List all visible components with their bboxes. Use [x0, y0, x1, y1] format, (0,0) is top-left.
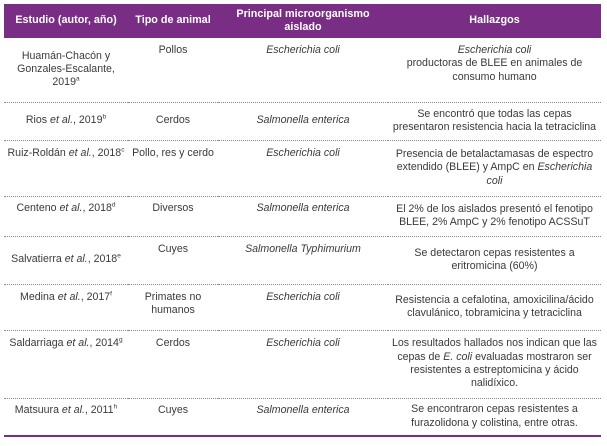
study-cell: Saldarriaga et al., 2014$^g$ [4, 330, 128, 398]
animal-cell: Pollo, res y cerdo [128, 140, 218, 196]
findings-cell: Se detectaron cepas resistentes a eritromicina (60%) [388, 236, 601, 284]
header-study: Estudio (autor, año) [4, 4, 128, 38]
animal-cell: Cuyes [128, 236, 218, 284]
findings-cell: Se encontraron cepas resistentes a furazolidona y colistina, entre otras. [388, 398, 601, 436]
findings-cell: El 2% de los aislados presentó el fenotipo BLEE, 2% AmpC y 2% fenotipo ACSSuT [388, 196, 601, 236]
findings-cell: Se encontró que todas las cepas presentaron resistencia hacia la tetraciclina [388, 102, 601, 140]
findings-cell: Resistencia a cefalotina, amoxicilina/ácido clavulánico, tobramicina y tetraciclina [388, 284, 601, 330]
header-findings: Hallazgos [388, 4, 601, 38]
animal-cell: Primates no humanos [128, 284, 218, 330]
study-cell: Rios et al., 2019$^b$ [4, 102, 128, 140]
table-row [4, 102, 601, 140]
organism-cell: Salmonella Typhimurium [218, 236, 388, 284]
findings-cell: Escherichia coli productoras de BLEE en animales de consumo humano [388, 38, 601, 102]
organism-cell: Salmonella enterica [218, 102, 388, 140]
header-animal: Tipo de animal [128, 4, 218, 38]
findings-cell: Presencia de betalactamasas de espectro extendido (BLEE) y AmpC en Escherichia coli [388, 140, 601, 196]
table-row [4, 38, 601, 102]
organism-cell: Escherichia coli [218, 38, 388, 102]
study-cell: Huamán-Chacón y Gonzales-Escalante, 2019$^a$ [4, 38, 128, 102]
study-cell: Salvatierra et al., 2018e [4, 236, 128, 284]
studies-table [4, 4, 601, 437]
table-row [4, 140, 601, 196]
animal-cell: Pollos [128, 38, 218, 102]
study-cell: Centeno et al., 2018$^d$ [4, 196, 128, 236]
findings-cell: Los resultados hallados nos indican que las cepas de E. coli evaluadas mostraron ser resistentes a estreptomicina y ácido nalidíxico. [388, 330, 601, 398]
animal-cell: Cuyes [128, 398, 218, 436]
study-cell: Matsuura et al., 2011$^h$ [4, 398, 128, 436]
table-row [4, 284, 601, 330]
study-cell: Ruiz-Roldán et al., 2018$^c$ [4, 140, 128, 196]
organism-cell: Escherichia coli [218, 330, 388, 398]
organism-cell: Escherichia coli [218, 140, 388, 196]
table-header-row [4, 4, 601, 38]
animal-cell: Diversos [128, 196, 218, 236]
organism-cell: Salmonella enterica [218, 398, 388, 436]
table-row [4, 196, 601, 236]
organism-cell: Escherichia coli [218, 284, 388, 330]
organism-cell: Salmonella enterica [218, 196, 388, 236]
animal-cell: Cerdos [128, 102, 218, 140]
header-organism: Principal microorganismo aislado [218, 4, 388, 38]
study-cell: Medina et al., 2017$^f$ [4, 284, 128, 330]
table-row [4, 398, 601, 436]
animal-cell: Cerdos [128, 330, 218, 398]
table-row [4, 330, 601, 398]
table-row [4, 236, 601, 284]
